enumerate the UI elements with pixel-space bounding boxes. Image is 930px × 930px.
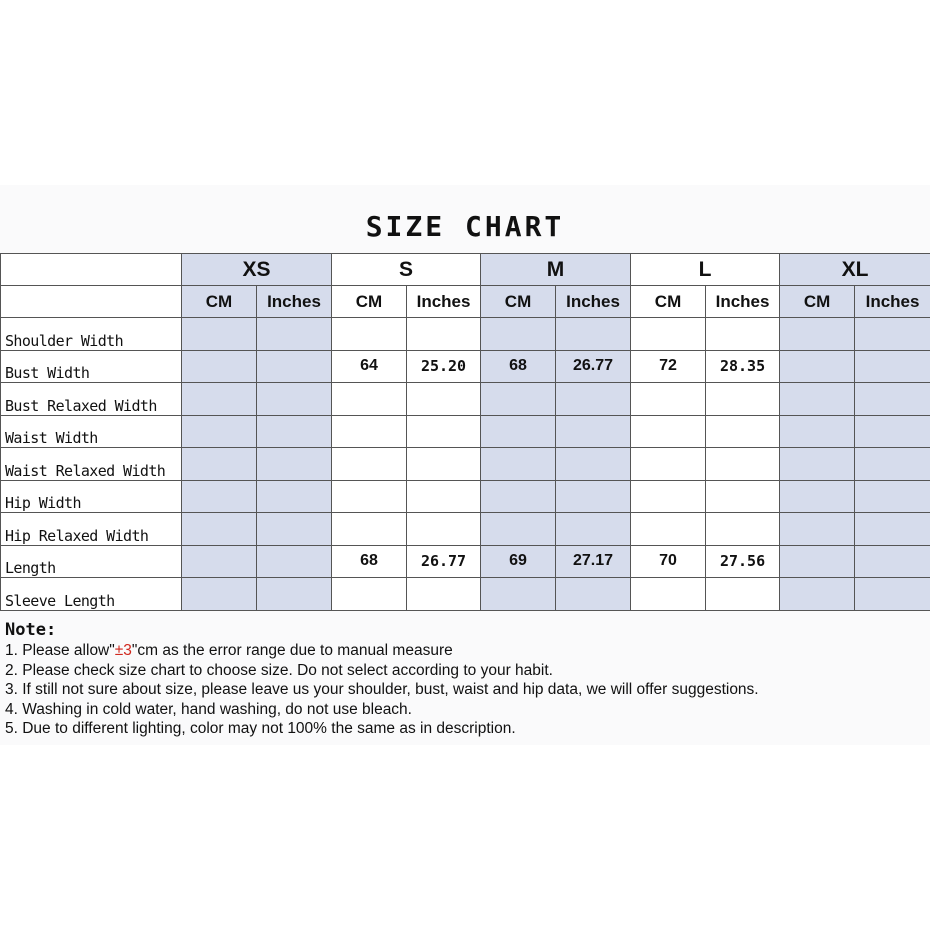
unit-header-cm: CM xyxy=(332,286,407,318)
note-line-3: 3. If still not sure about size, please leave us your shoulder, bust, waist and hip data, we will offer suggestions. xyxy=(5,681,759,699)
table-cell xyxy=(481,513,556,546)
table-cell xyxy=(855,383,930,416)
unit-header-inches: Inches xyxy=(407,286,481,318)
row-label: Sleeve Length xyxy=(1,578,182,611)
table-cell xyxy=(332,383,407,416)
table-cell xyxy=(257,480,332,513)
table-cell xyxy=(257,350,332,383)
row-label: Bust Width xyxy=(1,350,182,383)
row-label: Length xyxy=(1,545,182,578)
table-cell xyxy=(182,383,257,416)
unit-header-inches: Inches xyxy=(257,286,332,318)
table-cell xyxy=(631,448,706,481)
table-cell xyxy=(780,448,855,481)
table-cell xyxy=(556,480,631,513)
unit-header-cm: CM xyxy=(182,286,257,318)
table-cell xyxy=(631,480,706,513)
note-line-4: 4. Washing in cold water, hand washing, do not use bleach. xyxy=(5,700,412,718)
table-cell xyxy=(407,415,481,448)
table-cell xyxy=(257,545,332,578)
table-cell xyxy=(706,448,780,481)
table-cell: 64 xyxy=(332,350,407,383)
table-cell xyxy=(407,318,481,351)
notes-section xyxy=(5,619,925,739)
row-label: Shoulder Width xyxy=(1,318,182,351)
table-row xyxy=(1,448,930,481)
unit-header-inches: Inches xyxy=(855,286,930,318)
table-cell xyxy=(332,318,407,351)
table-cell xyxy=(631,578,706,611)
size-header-xl: XL xyxy=(780,254,930,286)
unit-header-row xyxy=(1,286,930,318)
table-cell: 26.77 xyxy=(407,545,481,578)
table-row xyxy=(1,513,930,546)
table-row xyxy=(1,415,930,448)
table-cell xyxy=(706,415,780,448)
table-cell xyxy=(780,415,855,448)
table-cell xyxy=(257,578,332,611)
table-cell xyxy=(257,383,332,416)
note-line-5: 5. Due to different lighting, color may not 100% the same as in description. xyxy=(5,720,516,738)
table-cell xyxy=(706,480,780,513)
table-cell xyxy=(481,448,556,481)
table-cell xyxy=(780,383,855,416)
size-header-row xyxy=(1,254,930,286)
table-cell xyxy=(481,318,556,351)
table-cell xyxy=(407,480,481,513)
row-label: Hip Relaxed Width xyxy=(1,513,182,546)
note-heading: Note: xyxy=(5,620,57,640)
table-cell xyxy=(631,383,706,416)
size-header-xs: XS xyxy=(182,254,332,286)
note-line-2: 2. Please check size chart to choose size. Do not select according to your habit. xyxy=(5,661,553,679)
table-row xyxy=(1,318,930,351)
row-label: Waist Width xyxy=(1,415,182,448)
table-cell xyxy=(481,415,556,448)
table-cell xyxy=(855,578,930,611)
row-label: Bust Relaxed Width xyxy=(1,383,182,416)
corner-cell xyxy=(1,254,182,286)
table-cell xyxy=(481,383,556,416)
table-row xyxy=(1,383,930,416)
table-cell xyxy=(556,415,631,448)
row-label: Waist Relaxed Width xyxy=(1,448,182,481)
table-cell: 27.56 xyxy=(706,545,780,578)
unit-header-inches: Inches xyxy=(706,286,780,318)
note-line-1 xyxy=(5,641,925,661)
table-cell: 70 xyxy=(631,545,706,578)
table-cell xyxy=(182,480,257,513)
table-row xyxy=(1,545,930,578)
table-cell xyxy=(780,480,855,513)
table-cell xyxy=(182,318,257,351)
table-cell xyxy=(257,415,332,448)
table-cell xyxy=(481,578,556,611)
table-cell xyxy=(257,513,332,546)
table-cell xyxy=(332,578,407,611)
table-cell xyxy=(257,318,332,351)
table-cell: 68 xyxy=(481,350,556,383)
table-cell xyxy=(407,448,481,481)
table-cell xyxy=(556,318,631,351)
table-cell xyxy=(780,578,855,611)
corner-cell xyxy=(1,286,182,318)
table-cell xyxy=(556,578,631,611)
table-cell xyxy=(780,350,855,383)
table-cell xyxy=(706,318,780,351)
table-cell xyxy=(182,578,257,611)
table-cell: 28.35 xyxy=(706,350,780,383)
table-cell xyxy=(855,480,930,513)
unit-header-inches: Inches xyxy=(556,286,631,318)
table-cell xyxy=(855,350,930,383)
table-cell xyxy=(332,448,407,481)
table-cell xyxy=(631,513,706,546)
table-cell xyxy=(332,513,407,546)
table-cell xyxy=(631,415,706,448)
table-cell xyxy=(407,513,481,546)
tolerance-value: ±3 xyxy=(114,642,132,659)
table-cell: 69 xyxy=(481,545,556,578)
table-cell xyxy=(182,350,257,383)
size-header-l: L xyxy=(631,254,780,286)
table-cell xyxy=(556,513,631,546)
table-cell xyxy=(855,513,930,546)
table-cell xyxy=(407,383,481,416)
table-cell: 68 xyxy=(332,545,407,578)
table-cell xyxy=(855,318,930,351)
table-cell: 27.17 xyxy=(556,545,631,578)
unit-header-cm: CM xyxy=(780,286,855,318)
table-cell xyxy=(855,415,930,448)
table-cell xyxy=(855,545,930,578)
table-cell xyxy=(182,415,257,448)
size-header-s: S xyxy=(332,254,481,286)
table-cell xyxy=(332,480,407,513)
table-row xyxy=(1,578,930,611)
size-header-m: M xyxy=(481,254,631,286)
table-cell xyxy=(780,513,855,546)
table-row xyxy=(1,350,930,383)
table-cell xyxy=(556,448,631,481)
table-cell xyxy=(332,415,407,448)
table-cell xyxy=(182,448,257,481)
table-cell xyxy=(257,448,332,481)
size-chart-table xyxy=(0,253,930,611)
table-cell xyxy=(780,545,855,578)
table-cell xyxy=(182,513,257,546)
note-line-1-start: 1. Please allow" xyxy=(5,642,115,659)
unit-header-cm: CM xyxy=(481,286,556,318)
note-line-1-end: "cm as the error range due to manual measure xyxy=(131,642,453,659)
table-cell xyxy=(182,545,257,578)
unit-header-cm: CM xyxy=(631,286,706,318)
table-cell xyxy=(631,318,706,351)
table-cell xyxy=(706,383,780,416)
table-cell xyxy=(556,383,631,416)
table-cell: 26.77 xyxy=(556,350,631,383)
table-cell xyxy=(706,578,780,611)
table-cell xyxy=(481,480,556,513)
table-cell xyxy=(706,513,780,546)
row-label: Hip Width xyxy=(1,480,182,513)
table-cell xyxy=(855,448,930,481)
chart-title: SIZE CHART xyxy=(365,210,565,243)
table-cell: 72 xyxy=(631,350,706,383)
table-cell xyxy=(780,318,855,351)
table-cell xyxy=(407,578,481,611)
table-cell: 25.20 xyxy=(407,350,481,383)
table-row xyxy=(1,480,930,513)
